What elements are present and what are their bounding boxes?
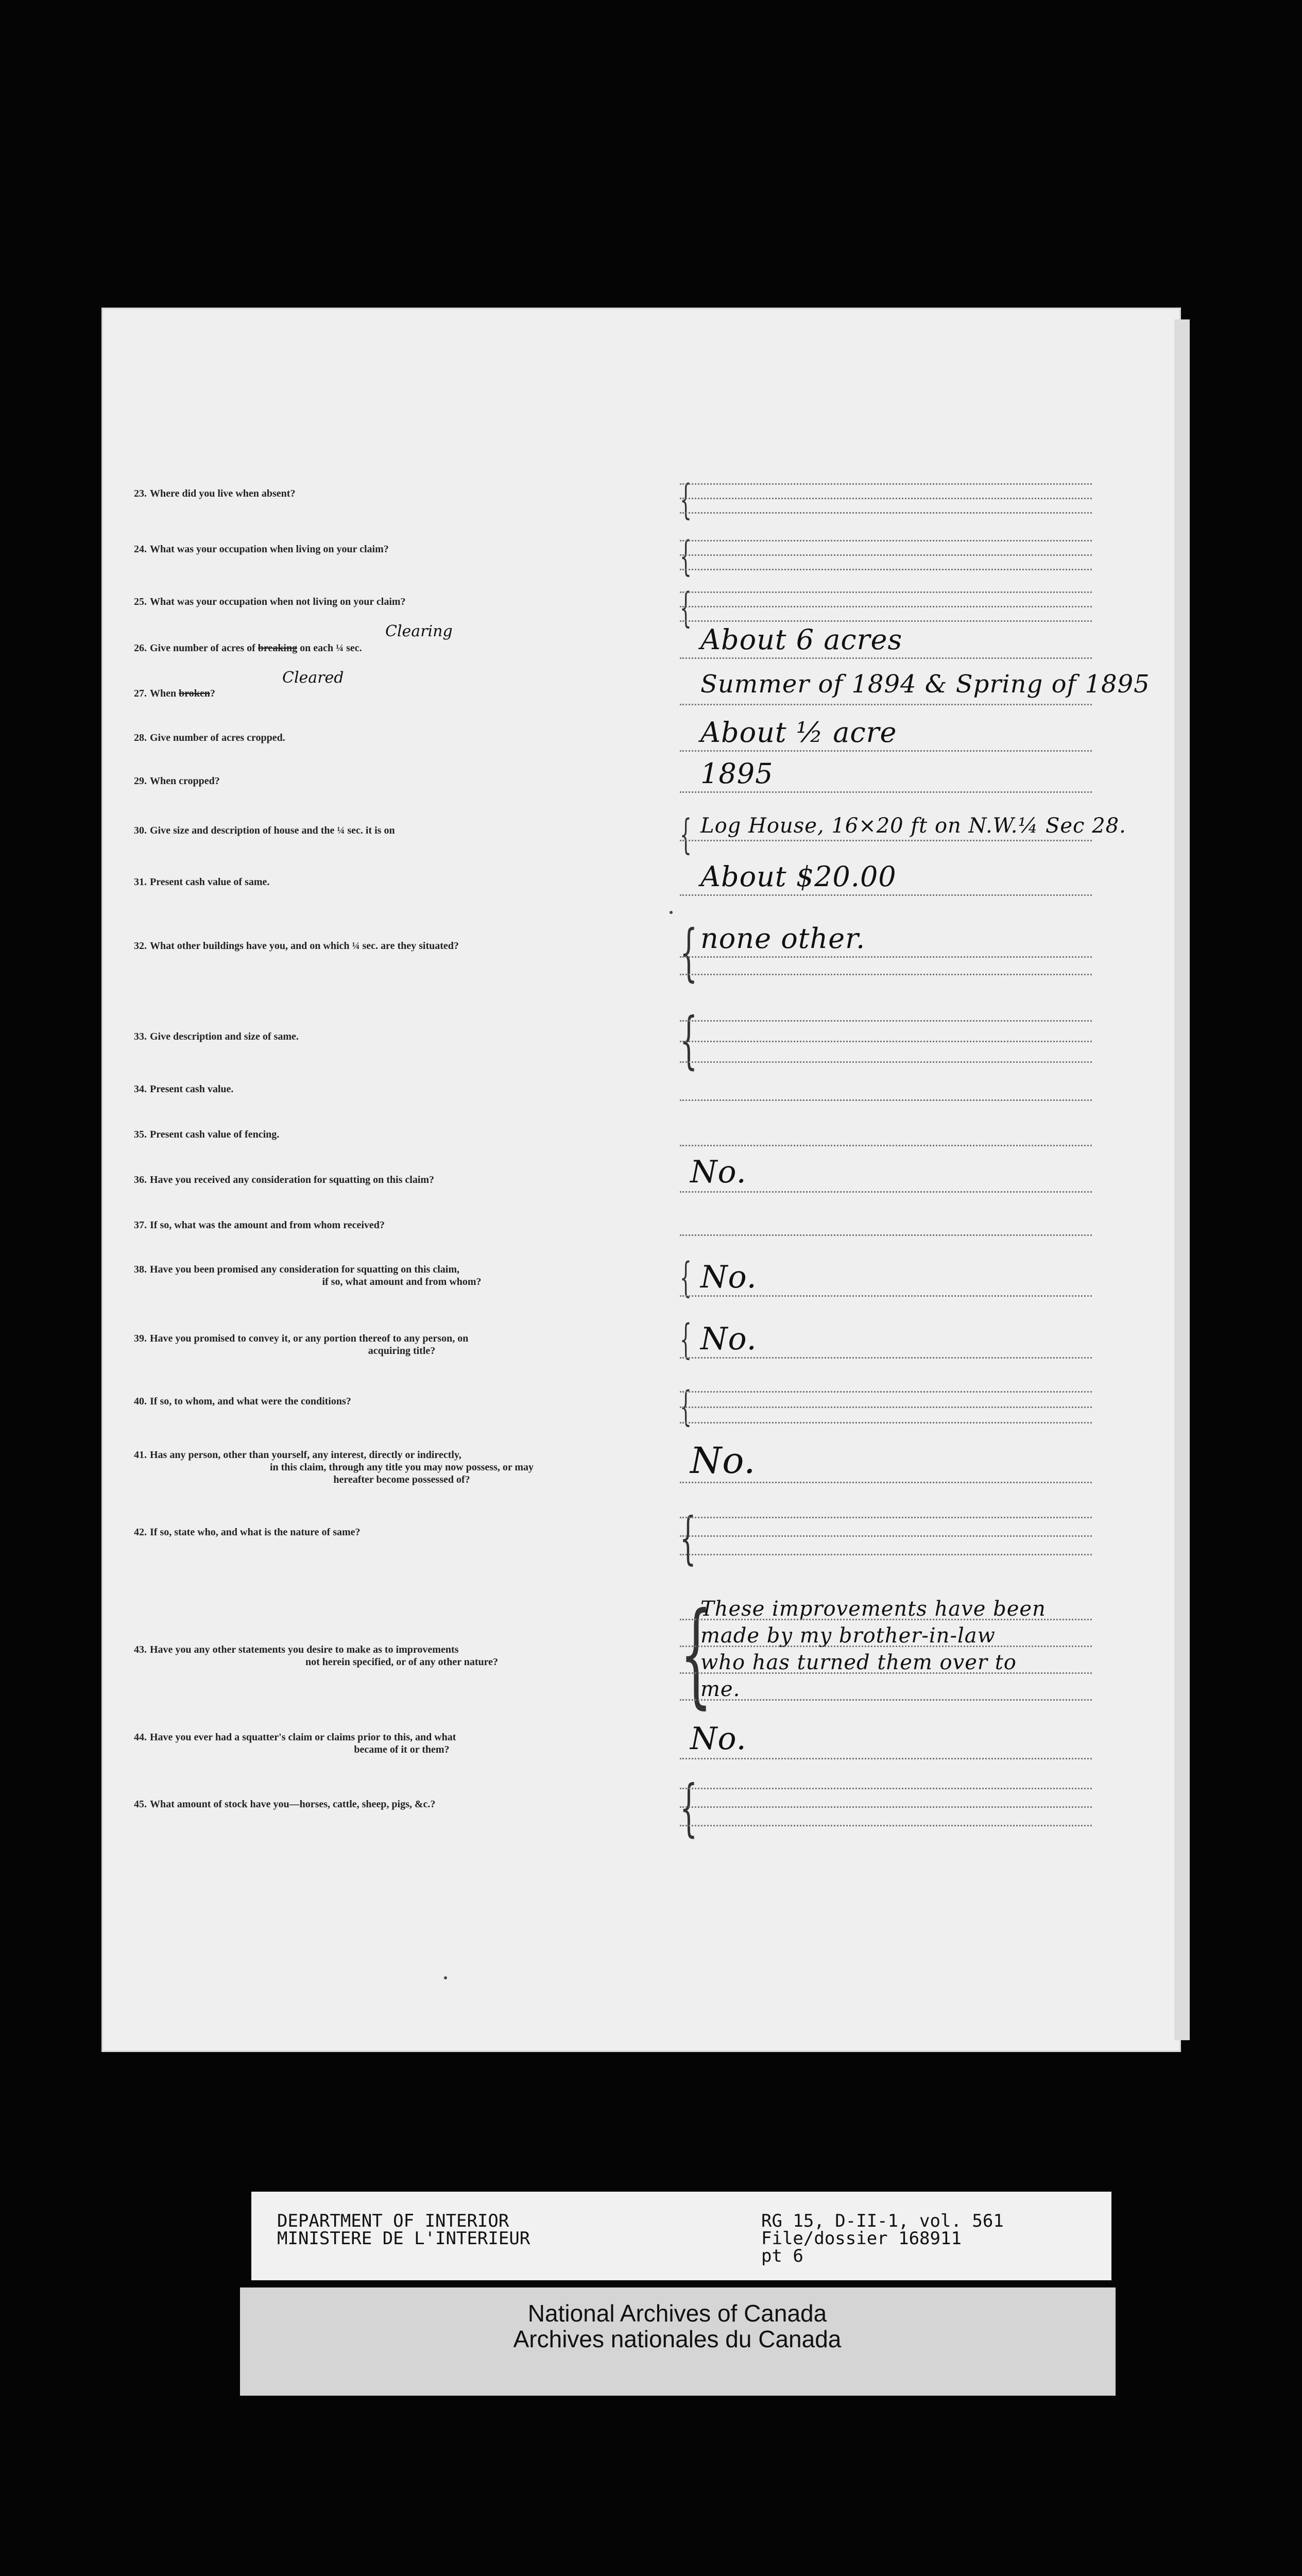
archive-reference-label bbox=[251, 2192, 1111, 2280]
answer-40: { bbox=[680, 1386, 1092, 1432]
handwritten-answer-line: who has turned them over to bbox=[700, 1651, 1017, 1674]
answer-31 bbox=[680, 860, 1092, 902]
question-41: 41. Has any person, other than yourself, any interest, directly or indirectly, in this claim, through any title you may now possess, or may hereafter become possessed of? bbox=[134, 1449, 534, 1485]
question-37: 37. If so, what was the amount and from whom received? bbox=[134, 1219, 385, 1231]
handwritten-answer: About $20.00 bbox=[700, 860, 897, 893]
question-43: 43. Have you any other statements you desire to make as to improvements not herein specified, or of any other nature? bbox=[134, 1644, 499, 1668]
page-edge bbox=[1174, 319, 1190, 2040]
handwritten-answer: No. bbox=[700, 1321, 757, 1357]
handwritten-answer-line: These improvements have been bbox=[700, 1597, 1046, 1621]
question-29: 29. When cropped? bbox=[134, 775, 220, 787]
question-30: 30. Give size and description of house and the ¼ sec. it is on bbox=[134, 825, 395, 836]
answer-35 bbox=[680, 1145, 1092, 1150]
answer-24: { bbox=[680, 536, 1092, 577]
question-28: 28. Give number of acres cropped. bbox=[134, 732, 285, 743]
answer-30: { Log House, 16×20 ft on N.W.¼ Sec 28. bbox=[680, 810, 1126, 858]
question-31: 31. Present cash value of same. bbox=[134, 876, 270, 888]
answer-27 bbox=[680, 670, 1150, 711]
answer-36 bbox=[680, 1154, 1092, 1195]
file-reference: RG 15, D-II-1, vol. 561 File/dossier 168911 pt 6 bbox=[761, 2211, 1004, 2266]
paper-speck bbox=[670, 911, 673, 914]
handwritten-answer: About ½ acre bbox=[700, 716, 897, 749]
question-42: 42. If so, state who, and what is the nature of same? bbox=[134, 1527, 361, 1538]
handwritten-answer: Summer of 1894 & Spring of 1895 bbox=[700, 670, 1150, 699]
answer-32: { none other. bbox=[680, 922, 1092, 984]
question-26: 26. Give number of acres of breaking on each ¼ sec. bbox=[134, 642, 362, 654]
question-24: 24. What was your occupation when living on your claim? bbox=[134, 544, 389, 555]
answer-44 bbox=[680, 1721, 1092, 1762]
answer-23 bbox=[680, 476, 1092, 523]
answer-43: { These improvements have been made by my brother-in-law who has turned them over to me. bbox=[680, 1597, 1092, 1710]
question-45: 45. What amount of stock have you—horses, cattle, sheep, pigs, &c.? bbox=[134, 1799, 436, 1810]
answer-39: { No. bbox=[680, 1319, 1092, 1365]
department-label: DEPARTMENT OF INTERIOR MINISTERE DE L'INTERIEUR bbox=[277, 2211, 530, 2249]
answer-38: { No. bbox=[680, 1257, 1092, 1303]
question-40: 40. If so, to whom, and what were the conditions? bbox=[134, 1396, 351, 1407]
handwritten-answer: Log House, 16×20 ft on N.W.¼ Sec 28. bbox=[700, 814, 1126, 838]
brace-mark: { bbox=[680, 476, 692, 523]
question-27: 27. When broken? bbox=[134, 688, 215, 699]
answer-26 bbox=[680, 623, 1092, 665]
archive-stamp bbox=[278, 2300, 1076, 2388]
paper-speck bbox=[444, 1976, 447, 1979]
interlinear-clearing: Clearing bbox=[385, 622, 453, 640]
handwritten-answer: No. bbox=[690, 1154, 747, 1190]
answer-42: { bbox=[680, 1510, 1092, 1566]
question-25: 25. What was your occupation when not living on your claim? bbox=[134, 596, 406, 607]
answer-34 bbox=[680, 1099, 1092, 1105]
answer-29 bbox=[680, 757, 1092, 799]
handwritten-answer: No. bbox=[700, 1259, 757, 1295]
question-34: 34. Present cash value. bbox=[134, 1083, 234, 1095]
question-32: 32. What other buildings have you, and on which ¼ sec. are they situated? bbox=[134, 940, 459, 952]
handwritten-answer: none other. bbox=[700, 922, 866, 955]
question-38: 38. Have you been promised any consideration for squatting on this claim, if so, what amount and from whom? bbox=[134, 1264, 482, 1287]
answer-41 bbox=[680, 1437, 1092, 1489]
question-44: 44. Have you ever had a squatter's claim or claims prior to this, and what became of it or them? bbox=[134, 1732, 456, 1755]
handwritten-answer: No. bbox=[690, 1721, 747, 1757]
handwritten-answer-line: made by my brother-in-law bbox=[700, 1624, 996, 1648]
handwritten-answer: 1895 bbox=[700, 757, 774, 790]
question-23: 23. Where did you live when absent? bbox=[134, 488, 296, 499]
question-33: 33. Give description and size of same. bbox=[134, 1031, 299, 1042]
answer-25: { bbox=[680, 587, 1092, 629]
answer-45: { bbox=[680, 1777, 1092, 1839]
question-36: 36. Have you received any consideration for squatting on this claim? bbox=[134, 1174, 435, 1185]
question-35: 35. Present cash value of fencing. bbox=[134, 1129, 280, 1140]
handwritten-answer-line: me. bbox=[700, 1677, 741, 1701]
archive-name-fr: Archives nationales du Canada bbox=[513, 2326, 842, 2352]
handwritten-answer: No. bbox=[690, 1439, 756, 1482]
answer-33: { bbox=[680, 1010, 1092, 1077]
interlinear-cleared: Cleared bbox=[282, 669, 344, 687]
handwritten-answer: About 6 acres bbox=[700, 623, 903, 656]
answer-28 bbox=[680, 716, 1092, 757]
question-39: 39. Have you promised to convey it, or any portion thereof to any person, on acquiring title? bbox=[134, 1333, 469, 1357]
answer-37 bbox=[680, 1234, 1092, 1240]
archive-name-en: National Archives of Canada bbox=[527, 2300, 827, 2327]
